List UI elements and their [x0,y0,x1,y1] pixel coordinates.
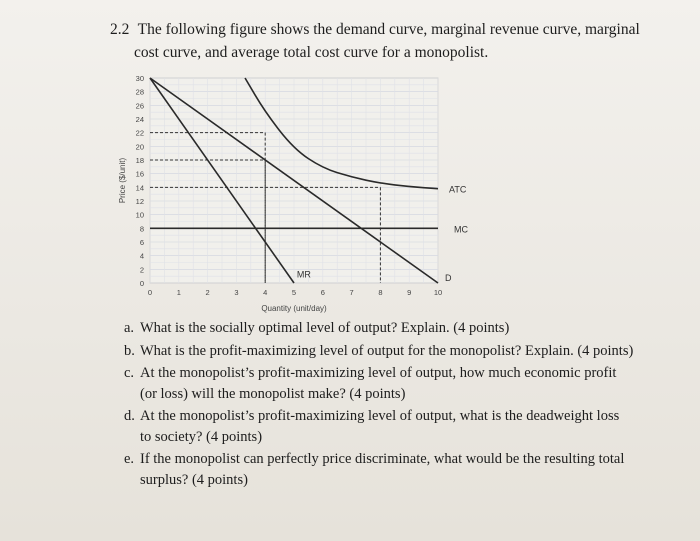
x-tick-label: 9 [407,288,412,297]
x-tick-label: 5 [291,288,297,297]
sub-question-text: (or loss) will the monopolist make? (4 points) [140,385,406,402]
sub-question-c [124,363,664,404]
sub-question-label: b. [124,342,135,359]
atc-label: ATC [449,184,467,195]
sub-question-a [124,318,664,339]
sub-question-text: surplus? (4 points) [140,471,248,488]
x-axis-label: Quantity (unit/day) [261,304,327,313]
y-tick-label: 12 [135,197,144,206]
y-tick-label: 0 [139,279,144,288]
y-tick-label: 2 [139,265,144,275]
question-header [110,18,680,64]
sub-question-b [124,341,664,362]
y-tick-label: 16 [135,169,144,179]
question-number: 2.2 [110,21,130,38]
y-tick-label: 30 [135,74,144,83]
sub-questions [124,318,664,492]
sub-question-d [124,406,664,447]
sub-question-label: d. [124,408,135,424]
y-tick-label: 24 [135,115,144,124]
sub-question-text: to society? (4 points) [140,428,263,445]
x-tick-label: 3 [234,288,239,297]
x-tick-label: 8 [378,288,383,297]
y-tick-label: 26 [135,101,144,111]
monopoly-chart [113,70,473,315]
x-tick-label: 2 [205,288,210,297]
sub-question-text: If the monopolist can perfectly price discriminate, what would be the resulting total [140,451,625,467]
y-tick-label: 22 [135,128,144,138]
mr-label: MR [296,269,311,280]
y-axis-label: Price ($/unit) [118,157,127,204]
y-tick-label: 28 [135,87,144,97]
sub-question-label: c. [124,365,135,381]
sub-question-text: What is the socially optimal level of output? Explain. (4 points) [140,320,510,336]
y-tick-label: 14 [135,183,144,193]
sub-question-e [124,449,664,490]
x-tick-label: 4 [263,288,268,297]
y-tick-label: 4 [139,251,144,261]
y-tick-label: 20 [135,142,144,152]
x-tick-label: 7 [349,288,354,297]
mc-label: MC [454,224,468,235]
x-tick-label: 10 [433,288,443,297]
sub-question-text: At the monopolist’s profit-maximizing level of output, what is the deadweight loss [140,408,620,424]
y-tick-label: 8 [139,224,144,234]
x-tick-label: 6 [320,288,325,297]
x-tick-label: 0 [147,288,153,297]
sub-question-text: At the monopolist’s profit-maximizing level of output, how much economic profit [140,365,617,381]
question-intro-line1: 2.2 The following figure shows the demand curve, marginal revenue curve, marginal [110,18,680,41]
sub-question-text: What is the profit-maximizing level of output for the monopolist? Explain. (4 points) [140,342,634,359]
sub-question-label: a. [124,320,135,336]
sub-question-label: e. [124,451,135,467]
y-tick-label: 18 [135,156,144,165]
x-tick-label: 1 [176,288,181,297]
d-label: D [445,272,452,283]
y-tick-label: 10 [135,210,144,220]
y-tick-label: 6 [139,238,144,247]
question-intro-line2: cost curve, and average total cost curve for a monopolist. [134,44,489,61]
